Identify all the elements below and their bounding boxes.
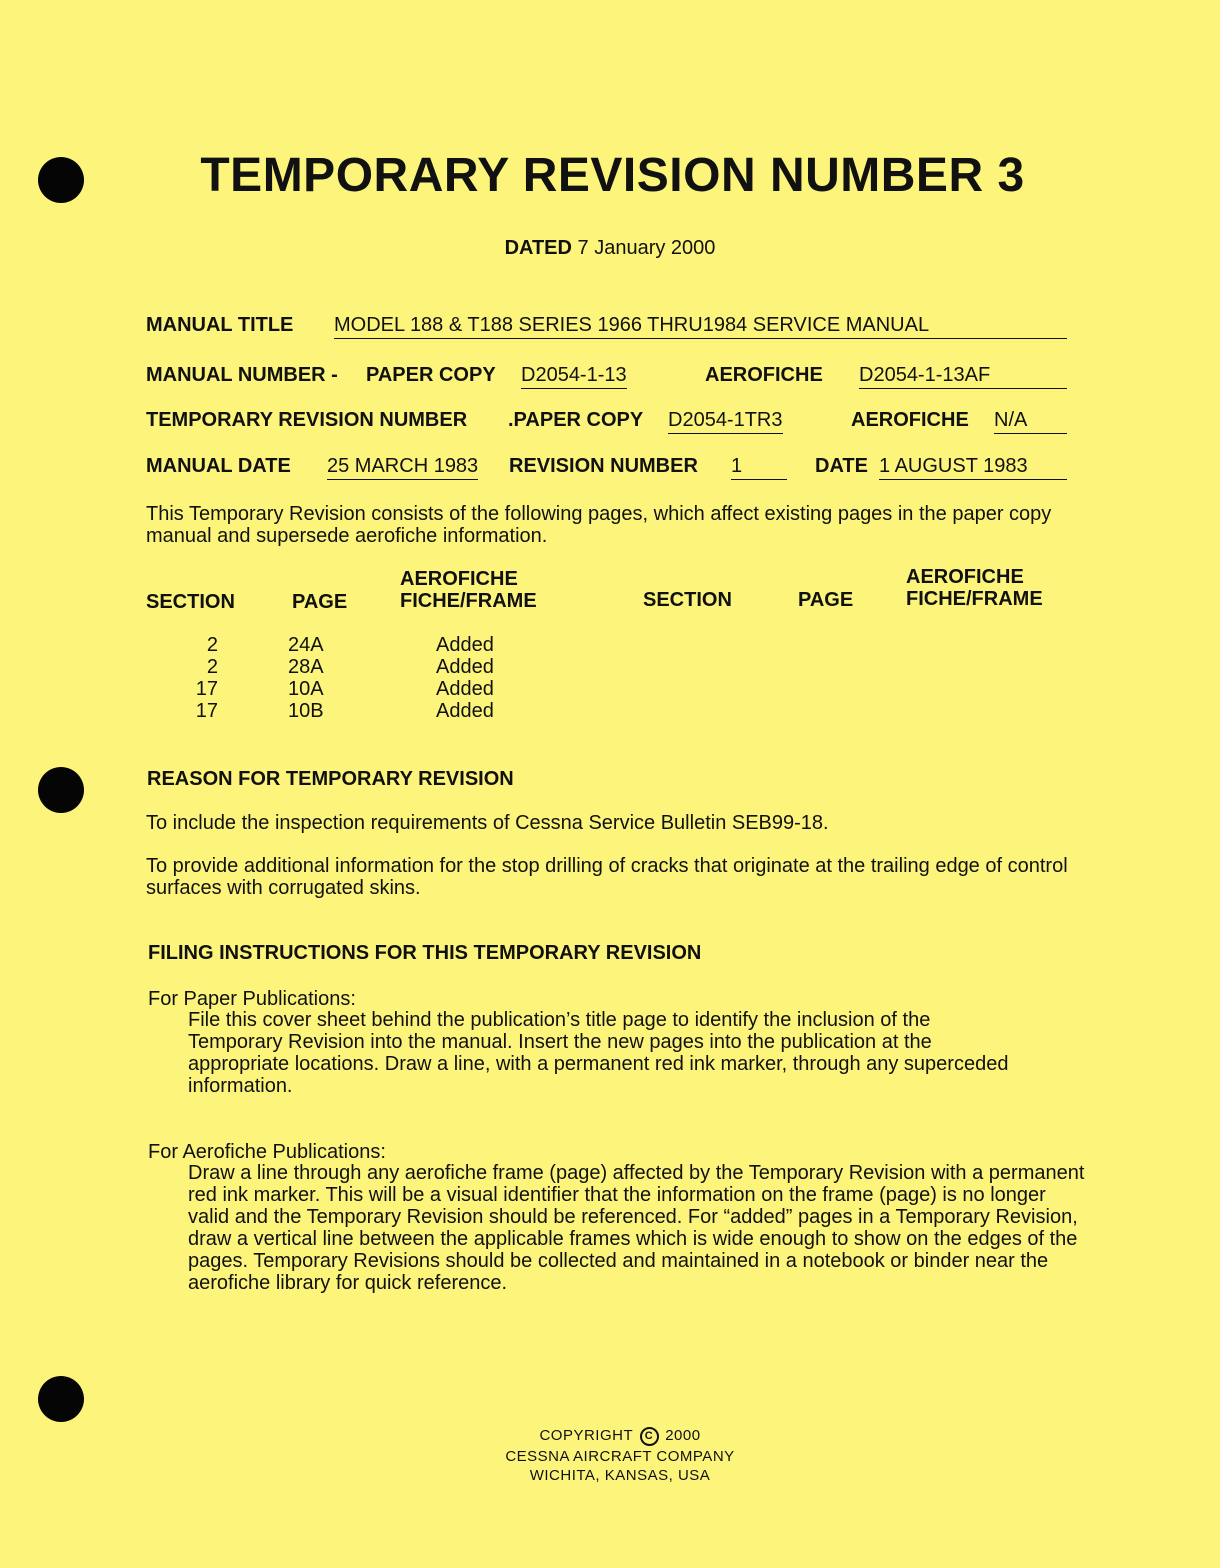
manual-aerofiche-value: D2054-1-13AF <box>859 364 1067 389</box>
row-section: 17 <box>195 678 218 700</box>
th-aerofiche-left-line1: AEROFICHE <box>400 568 518 590</box>
aerofiche-publications-label: For Aerofiche Publications: <box>148 1141 386 1163</box>
th-section-right: SECTION <box>643 589 732 611</box>
row-section: 2 <box>206 656 218 678</box>
intro-paragraph: This Temporary Revision consists of the following pages, which affect existing pages in the paper copy manual and supersede aerofiche information. <box>146 503 1052 547</box>
binder-hole-bottom <box>38 1376 84 1422</box>
dated-value: 7 January 2000 <box>577 237 716 259</box>
manual-title-row <box>146 314 1067 340</box>
row-frame: Added <box>436 678 494 700</box>
row-page: 24A <box>288 634 324 656</box>
paper-publications-text: File this cover sheet behind the publication’s title page to identify the inclusion of the Temporary Revision into the manual. Insert the new pages into the publication at the appropriate locations. Draw a line, with a permanent red ink marker, through any superceded information. <box>188 1009 1009 1097</box>
th-aerofiche-left-line2: FICHE/FRAME <box>400 590 537 612</box>
row-frame: Added <box>436 700 494 722</box>
manual-date-label: MANUAL DATE <box>146 455 291 477</box>
row-section: 17 <box>195 700 218 722</box>
company-location: WICHITA, KANSAS, USA <box>529 1467 711 1484</box>
tr-paper-copy-label: .PAPER COPY <box>508 409 644 431</box>
th-aerofiche-left <box>400 568 537 612</box>
dated-line <box>0 237 1220 260</box>
paper-publications-label: For Paper Publications: <box>148 988 356 1010</box>
manual-date-row <box>146 455 1067 481</box>
copyright-icon: C <box>640 1427 659 1446</box>
copyright-line <box>0 1426 1220 1446</box>
copyright-label: COPYRIGHT <box>539 1427 633 1444</box>
company-name: CESSNA AIRCRAFT COMPANY <box>505 1448 735 1465</box>
tr-paper-copy-value: D2054-1TR3 <box>668 409 783 434</box>
reason-paragraph-1: To include the inspection requirements of Cessna Service Bulletin SEB99-18. <box>146 812 829 834</box>
dated-label: DATED <box>504 237 572 259</box>
copyright-year: 2000 <box>665 1427 701 1444</box>
tr-aerofiche-label: AEROFICHE <box>851 409 969 431</box>
row-page: 10A <box>288 678 324 700</box>
tr-number-label: TEMPORARY REVISION NUMBER <box>146 409 468 431</box>
manual-number-label: MANUAL NUMBER - <box>146 364 338 386</box>
manual-date-value: 25 MARCH 1983 <box>327 455 478 480</box>
revision-number-label: REVISION NUMBER <box>509 455 698 477</box>
document-title: TEMPORARY REVISION NUMBER 3 <box>200 149 1025 202</box>
reason-paragraph-2: To provide additional information for the stop drilling of cracks that originate at the trailing edge of control surfaces with corrugated skins. <box>146 855 1068 899</box>
row-section: 2 <box>206 634 218 656</box>
row-frame: Added <box>436 634 494 656</box>
binder-hole-middle <box>38 767 84 813</box>
filing-heading: FILING INSTRUCTIONS FOR THIS TEMPORARY REVISION <box>148 942 702 964</box>
manual-number-row <box>146 364 1067 390</box>
th-page-right: PAGE <box>798 589 854 611</box>
manual-paper-copy-value: D2054-1-13 <box>521 364 627 389</box>
th-aerofiche-right-line2: FICHE/FRAME <box>906 588 1043 610</box>
tr-number-row <box>146 409 1067 435</box>
th-aerofiche-right <box>906 566 1043 610</box>
row-page: 28A <box>288 656 324 678</box>
th-aerofiche-right-line1: AEROFICHE <box>906 566 1024 588</box>
reason-heading: REASON FOR TEMPORARY REVISION <box>147 768 514 790</box>
row-page: 10B <box>288 700 324 722</box>
aerofiche-label: AEROFICHE <box>705 364 823 386</box>
paper-copy-label: PAPER COPY <box>366 364 496 386</box>
date-value: 1 AUGUST 1983 <box>879 455 1067 480</box>
tr-aerofiche-value: N/A <box>994 409 1067 434</box>
manual-title-label: MANUAL TITLE <box>146 314 294 336</box>
th-section-left: SECTION <box>146 591 235 613</box>
manual-title-value: MODEL 188 & T188 SERIES 1966 THRU1984 SERVICE MANUAL <box>334 314 1067 339</box>
row-frame: Added <box>436 656 494 678</box>
date-label: DATE <box>815 455 868 477</box>
revision-number-value: 1 <box>731 455 787 480</box>
th-page-left: PAGE <box>292 591 348 613</box>
aerofiche-publications-text: Draw a line through any aerofiche frame (page) affected by the Temporary Revision with a permanent red ink marker. This will be a visual identifier that the information on the frame (page) is no longer valid and the Temporary Revision should be referenced. For “added” pages in a Temporary Revision, draw a vertical line between the applicable frames which is wide enough to show on the edges of the pages. Temporary Revisions should be collected and maintained in a notebook or binder near the aerofiche library for quick reference. <box>188 1162 1085 1294</box>
